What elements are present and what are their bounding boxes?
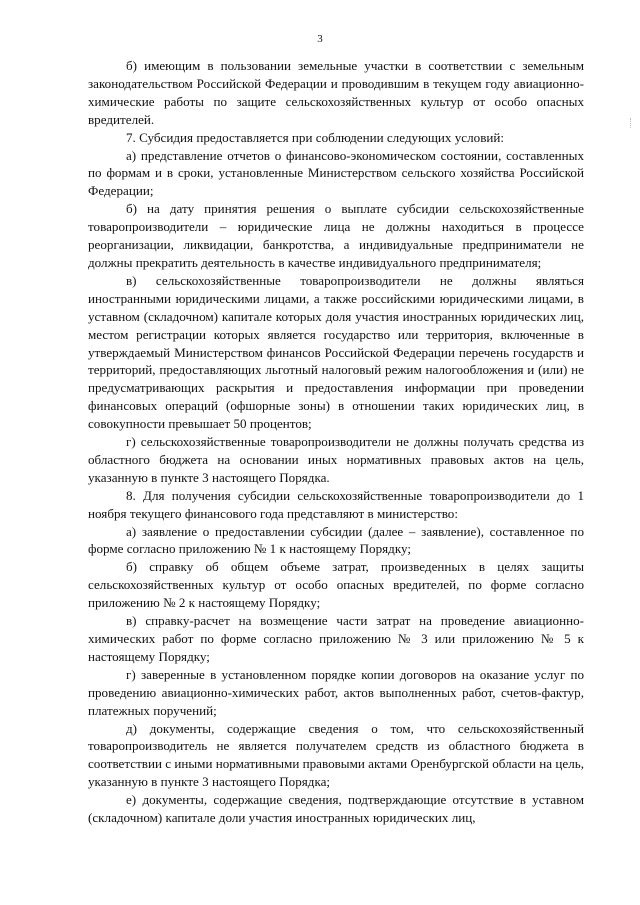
paragraph-8b: б) справку об общем объеме затрат, произведенных в целях защиты сельскохозяйственных культур от особо опасных вредителей, по форме согласно приложению № 2 к настоящему Порядку; <box>88 559 584 611</box>
paragraph-8d: д) документы, содержащие сведения о том, что сельскохозяйственный товаропроизводитель не является получателем средств из областного бюджета в соответствии с иными нормативными правовыми актами Оренбургской области на цель, указанную в пункте 3 настоящего Порядка; <box>88 720 584 790</box>
paragraph-7: 7. Субсидия предоставляется при соблюдении следующих условий: <box>126 129 505 145</box>
margin-scan-mark <box>630 118 633 128</box>
paragraph-7v: в) сельскохозяйственные товаропроизводители не должны являться иностранными юридическими лицами, а также российскими юридическими лицами, в уставном (складочном) капитале которых доля участия иностранных юридических лиц, местом регистрации которых является государство или территория, включенные в утверждаемый Министерством финансов Российской Федерации перечень государств и территорий, предоставляющих льготный налоговый режим налогообложения и (или) не предусматривающих раскрытия и предоставления информации при проведении финансовых операций (офшорные зоны) в отношении таких юридических лиц, в совокупности превышает 50 процентов; <box>88 272 584 432</box>
paragraph-7b: б) на дату принятия решения о выплате субсидии сельскохозяйственные товаропроизводители – юридические лица не должны находиться в процессе реорганизации, ликвидации, банкротства, а индивидуальные предприниматели не должны прекратить деятельность в качестве индивидуального предпринимателя; <box>88 201 584 270</box>
paragraph-8g: г) заверенные в установленном порядке копии договоров на оказание услуг по проведению авиационно-химических работ, актов выполненных работ, счетов-фактур, платежных поручений; <box>88 666 584 718</box>
paragraph-7a: а) представление отчетов о финансово-экономическом состоянии, составленных по формам и в сроки, установленные Министерством сельского хозяйства Российской Федерации; <box>88 147 584 199</box>
page-number: 3 <box>317 33 323 45</box>
paragraph-8e: е) документы, содержащие сведения, подтверждающие отсутствие в уставном (складочном) капитале доли участия иностранных юридических лиц, <box>88 792 584 826</box>
document-body <box>88 57 584 827</box>
paragraph-8v: в) справку-расчет на возмещение части затрат на проведение авиационно-химических работ по форме согласно приложению № 3 или приложению № 5 к настоящему Порядку; <box>88 613 584 664</box>
paragraph-6b: б) имеющим в пользовании земельные участки в соответствии с земельным законодательством Российской Федерации и проводившим в текущем году авиационно-химические работы по защите сельскохозяйственных культур от особо опасных вредителей. <box>88 58 584 127</box>
paragraph-7g: г) сельскохозяйственные товаропроизводители не должны получать средства из областного бюджета на основании иных нормативных правовых актов на цель, указанную в пункте 3 настоящего Порядка. <box>88 434 584 485</box>
paragraph-8: 8. Для получения субсидии сельскохозяйственные товаропроизводители до 1 ноября текущего финансового года представляют в министерство: <box>88 487 584 521</box>
paragraph-8a: а) заявление о предоставлении субсидии (далее – заявление), составленное по форме согласно приложению № 1 к настоящему Порядку; <box>88 523 584 557</box>
